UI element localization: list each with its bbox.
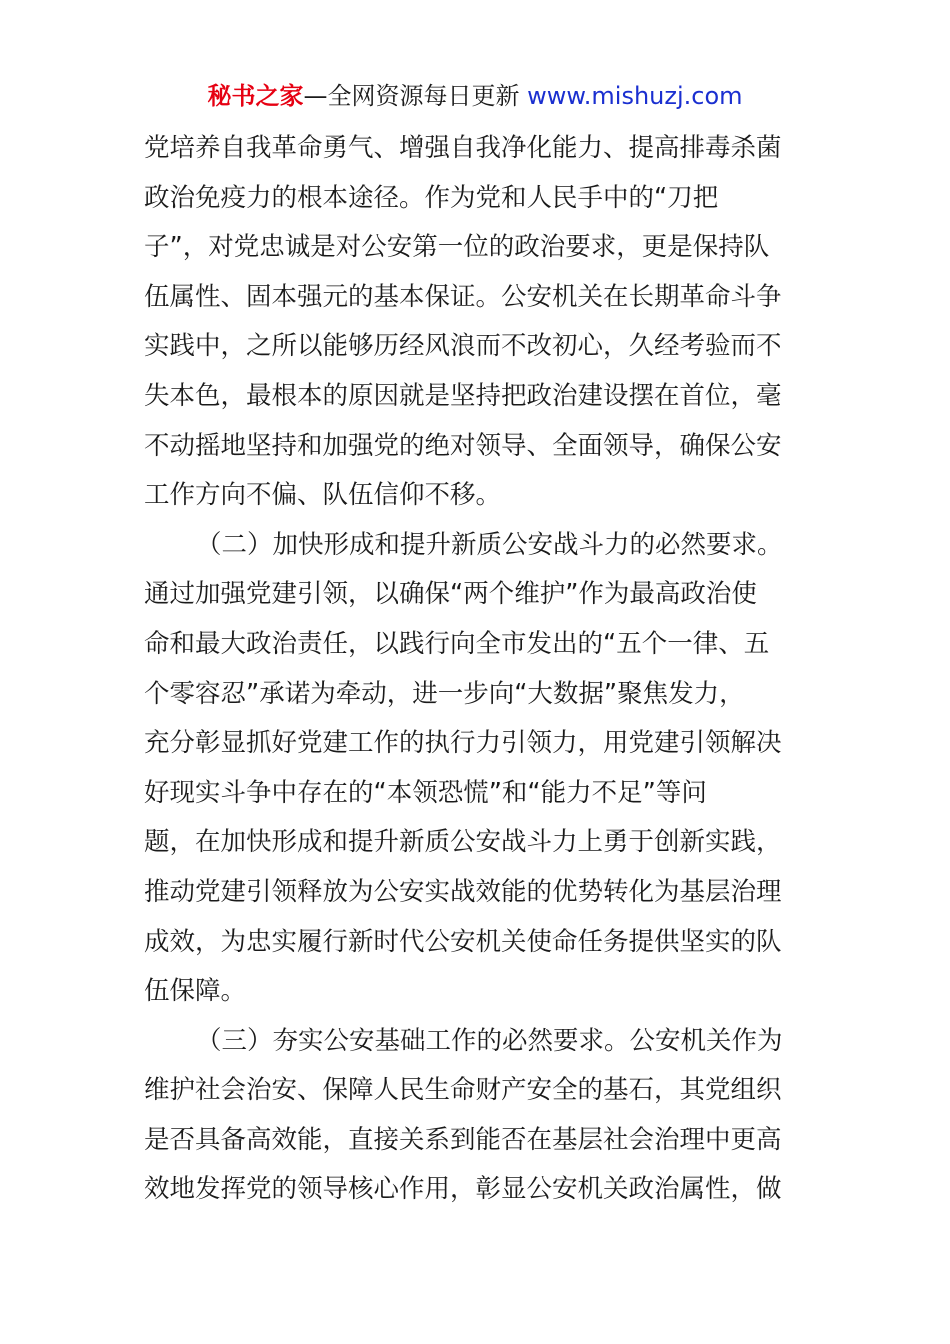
text-line: 成效，为忠实履行新时代公安机关使命任务提供坚实的队 xyxy=(144,926,782,957)
text-line: 失本色，最根本的原因就是坚持把政治建设摆在首位，毫 xyxy=(144,380,782,411)
text-line: 好现实斗争中存在的“本领恐慌”和“能力不足”等问 xyxy=(144,777,707,808)
document-body xyxy=(144,124,808,1215)
header-brand: 秘书之家 xyxy=(207,82,304,110)
header-site-link[interactable]: www.mishuzj.com xyxy=(527,82,743,110)
text-line: 推动党建引领释放为公安实战效能的优势转化为基层治理 xyxy=(144,876,782,907)
text-line: 实践中，之所以能够历经风浪而不改初心，久经考验而不 xyxy=(144,331,782,362)
text-line: 是否具备高效能，直接关系到能否在基层社会治理中更高 xyxy=(144,1124,782,1155)
text-line: 效地发挥党的领导核心作用，彰显公安机关政治属性，做 xyxy=(144,1174,782,1205)
text-line: 党培养自我革命勇气、增强自我净化能力、提高排毒杀菌 xyxy=(144,133,782,163)
text-line: 伍保障。 xyxy=(144,976,247,1007)
text-line: 通过加强党建引领，以确保“两个维护”作为最高政治使 xyxy=(144,579,757,610)
header-tagline: —全网资源每日更新 xyxy=(303,82,528,110)
section-heading-2: （二）加快形成和提升新质公安战斗力的必然要求。 xyxy=(196,529,783,560)
section-heading-3: （三）夯实公安基础工作的必然要求。公安机关作为 xyxy=(196,1025,783,1056)
text-line: 题，在加快形成和提升新质公安战斗力上勇于创新实践， xyxy=(144,827,782,858)
text-line: 不动摇地坚持和加强党的绝对领导、全面领导，确保公安 xyxy=(144,430,782,461)
text-line: 命和最大政治责任，以践行向全市发出的“五个一律、五 xyxy=(144,628,770,659)
text-line: 维护社会治安、保障人民生命财产安全的基石，其党组织 xyxy=(144,1075,782,1106)
text-line: 子”，对党忠诚是对公安第一位的政治要求，更是保持队 xyxy=(144,232,770,263)
text-line: 伍属性、固本强元的基本保证。公安机关在长期革命斗争 xyxy=(144,281,782,312)
text-line: 政治免疫力的根本途径。作为党和人民手中的“刀把 xyxy=(144,182,719,213)
text-line: 充分彰显抓好党建工作的执行力引领力，用党建引领解决 xyxy=(144,728,782,759)
text-line: 工作方向不偏、队伍信仰不移。 xyxy=(144,480,502,511)
text-line: 个零容忍”承诺为牵动，进一步向“大数据”聚焦发力， xyxy=(144,678,745,709)
page-header xyxy=(0,80,950,112)
